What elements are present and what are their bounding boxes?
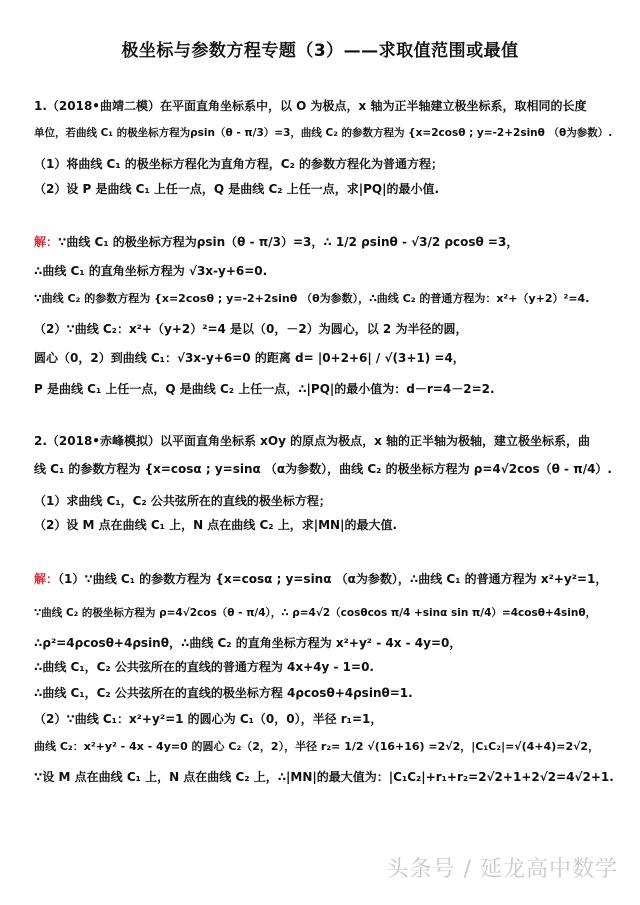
a2-line-7: 曲线 C₂：x²+y² - 4x - 4y=0 的圆心 C₂（2，2），半径 r₂= 1/2 √(16+16) =2√2，|C₁C₂|=√(4+4)=2√2， [34,740,600,753]
a2-text-1: （1）∵曲线 C₁ 的参数方程为 {x=cosα ; y=sinα （α为参数），∴曲线 C₁ 的普通方程为 x²+y²=1， [58,572,608,586]
q2-line-4: （2）设 M 点在曲线 C₁ 上，N 点在曲线 C₂ 上，求|MN|的最大值. [34,518,398,532]
solution-label-2: 解： [34,572,59,586]
q1-line-3: （1）将曲线 C₁ 的极坐标方程化为直角方程，C₂ 的参数方程化为普通方程； [34,157,444,171]
a2-line-4: ∴曲线 C₁，C₂ 公共弦所在的直线的普通方程为 4x+4y - 1=0. [34,660,374,674]
a2-line-6: （2）∵曲线 C₁：x²+y²=1 的圆心为 C₁（0，0），半径 r₁=1， [34,712,383,726]
a1-line-3: ∵曲线 C₂ 的参数方程为 {x=2cosθ ; y=-2+2sinθ （θ为参数），∴曲线 C₂ 的普通方程为：x²+（y+2）²=4. [34,292,590,305]
q1-line-2: 单位，若曲线 C₁ 的极坐标方程为ρsin（θ - π/3）=3，曲线 C₂ 的参数方程为 {x=2cosθ ; y=-2+2sinθ （θ为参数）. [34,127,613,139]
q1-line-1: 1.（2018•曲靖二模）在平面直角坐标系中，以 O 为极点，x 轴为正半轴建立极坐标系，取相同的长度 [34,99,587,113]
a1-line-1 [34,233,614,251]
q1-line-4: （2）设 P 是曲线 C₁ 上任一点，Q 是曲线 C₂ 上任一点，求|PQ|的最小值. [34,182,440,196]
a1-line-2: ∴曲线 C₁ 的直角坐标方程为 √3x-y+6=0. [34,264,268,278]
a1-line-6: P 是曲线 C₁ 上任一点，Q 是曲线 C₂ 上任一点，∴|PQ|的最小值为：d－r=4－2=2. [34,382,495,396]
a2-line-8: ∵设 M 点在曲线 C₁ 上，N 点在曲线 C₂ 上，∴|MN|的最大值为：|C₁C₂|+r₁+r₂=2√2+1+2√2=4√2+1. [34,770,614,784]
page-title: 极坐标与参数方程专题（3）——求取值范围或最值 [121,41,519,61]
a2-line-3: ∴ρ²=4ρcosθ+4ρsinθ，∴曲线 C₂ 的直角坐标方程为 x²+y² - 4x - 4y=0， [34,636,462,650]
a1-line-4: （2）∵曲线 C₂：x²+（y+2）²=4 是以（0，－2）为圆心，以 2 为半径的圆， [34,322,468,336]
a2-line-2: ∵曲线 C₂ 的极坐标方程为 ρ=4√2cos（θ - π/4），∴ ρ=4√2（cosθcos π/4 +sinα sin π/4）=4cosθ+4sinθ， [34,607,597,619]
solution-label: 解： [34,235,59,249]
a1-text-1: ∵曲线 C₁ 的极坐标方程为ρsin（θ - π/3）=3，∴ 1/2 ρsinθ - √3/2 ρcosθ =3， [58,235,519,249]
q2-line-2: 线 C₁ 的参数方程为 {x=cosα ; y=sinα （α为参数），曲线 C₂ 的极坐标方程为 ρ=4√2cos（θ - π/4）. [34,462,612,476]
a1-line-5: 圆心（0，2）到曲线 C₁：√3x-y+6=0 的距离 d= |0+2+6| / √(3+1) =4， [34,351,465,365]
q2-line-1: 2.（2018•赤峰模拟）以平面直角坐标系 xOy 的原点为极点，x 轴的正半轴为极轴，建立极坐标系，曲 [34,434,591,448]
a2-line-1 [34,570,614,588]
watermark-text: 头条号 / 延龙高中数学 [386,857,618,882]
a2-line-5: ∴曲线 C₁，C₂ 公共弦所在的直线的极坐标方程 4ρcosθ+4ρsinθ=1. [34,686,413,700]
q2-line-3: （1）求曲线 C₁，C₂ 公共弦所在的直线的极坐标方程； [34,494,331,508]
